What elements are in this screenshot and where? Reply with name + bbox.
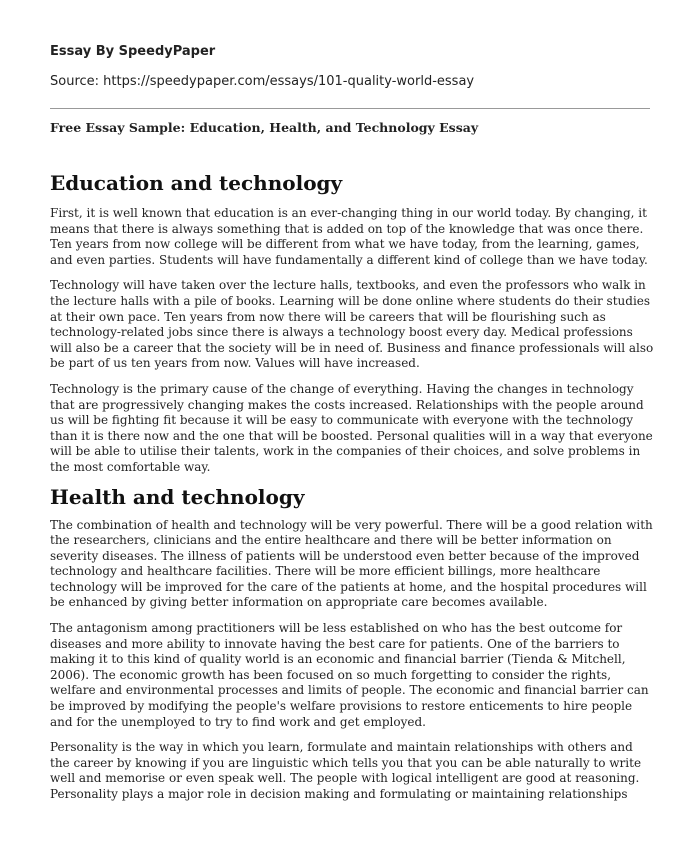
paragraph: The combination of health and technology will be very powerful. There will be a good relation with the researchers, clinicians and the entire healthcare and there will be better information on severity diseases. The illness of patients will be understood even better because of the improved technology and healthcare facilities. There will be more efficient billings, more healthcare technology will be improved for the care of the patients at home, and the hospital procedures will be enhanced by giving better information on appropriate care becomes available.	[50, 517, 653, 610]
paragraph: Personality is the way in which you learn, formulate and maintain relationships with others and the career by knowing if you are linguistic which tells you that you can be able naturally to write well and memorise or even speak well. The people with logical intelligent are good at reasoning. Personality plays a major role in decision making and formulating or maintaining relationships	[50, 740, 642, 801]
source-url: Source: https://speedypaper.com/essays/101-quality-world-essay	[50, 74, 475, 89]
header-divider	[50, 108, 650, 109]
section-heading-education: Education and technology	[50, 171, 343, 195]
paragraph: Technology will have taken over the lecture halls, textbooks, and even the professors who walk in the lecture halls with a pile of books. Learning will be done online where students do their studies at their own pace. Ten years from now there will be careers that will be flourishing such as technology-related jobs since there is always a technology boost every day. Medical professions will also be a career that the society will be in need of. Business and finance professionals will also be part of us ten years from now. Values will have increased.	[50, 278, 654, 371]
document-title: Free Essay Sample: Education, Health, and Technology Essay	[50, 120, 479, 135]
brand-header: Essay By SpeedyPaper	[50, 44, 216, 59]
essay-body	[50, 168, 655, 803]
paragraph: Technology is the primary cause of the change of everything. Having the changes in technology that are progressively changing makes the costs increased. Relationships with the people around us will be fighting fit because it will be easy to communicate with everyone with the technology than it is there now and the one that will be boosted. Personal qualities will in a way that everyone will be able to utilise their talents, work in the companies of their choices, and solve problems in the most comfortable way.	[50, 381, 653, 474]
paragraph: The antagonism among practitioners will be less established on who has the best outcome for diseases and more ability to innovate having the best care for patients. One of the barriers to making it to this kind of quality world is an economic and financial barrier (Tienda & Mitchell, 2006). The economic growth has been focused on so much forgetting to consider the rights, welfare and environmental processes and limits of people. The economic and financial barrier can be improved by modifying the people's welfare provisions to restore enticements to hire people and for the unemployed to try to find work and get employed.	[50, 621, 649, 729]
section-heading-health: Health and technology	[50, 484, 305, 509]
paragraph: First, it is well known that education is an ever-changing thing in our world today. By changing, it means that there is always something that is added on top of the knowledge that was once there. Ten years from now college will be different from what we have today, from the learning, games, and even parties. Students will have fundamentally a different kind of college than we have today.	[50, 206, 648, 267]
